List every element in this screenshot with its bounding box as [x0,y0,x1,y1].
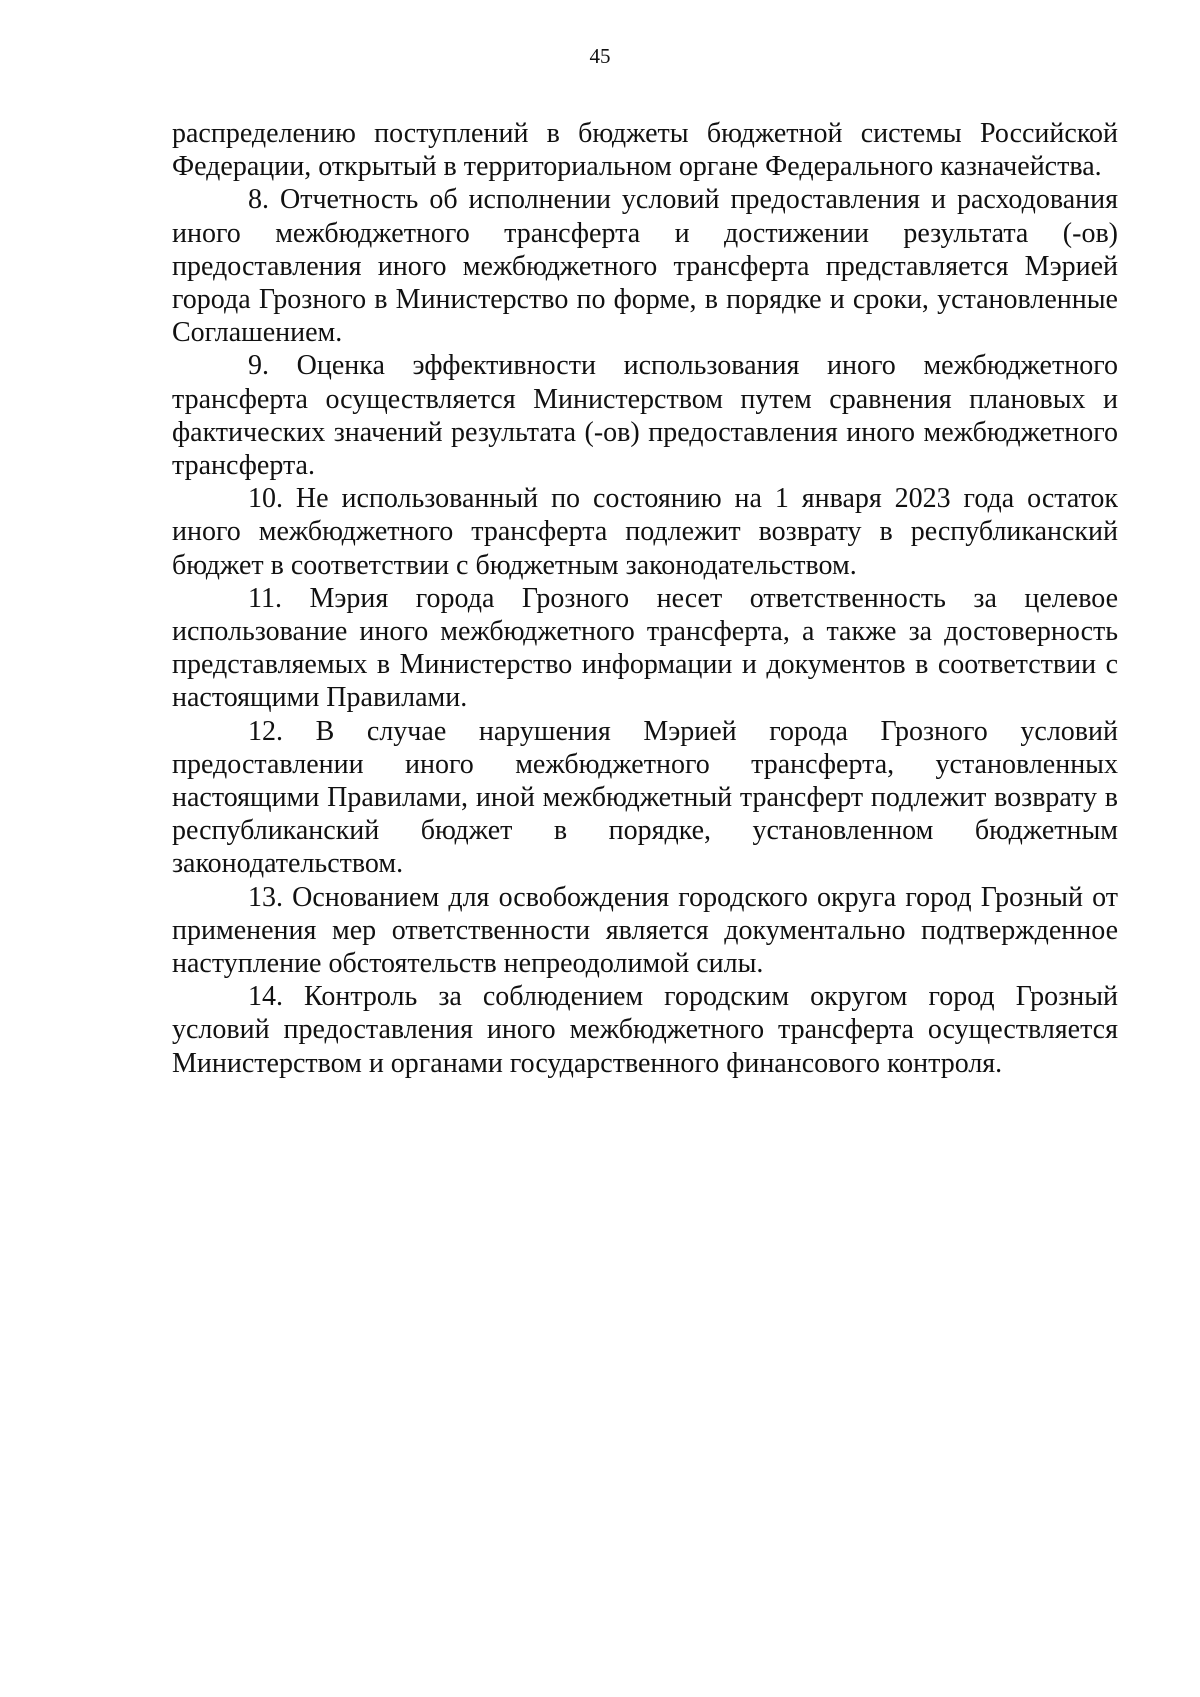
paragraph-item-9: 9. Оценка эффективности использования иного межбюджетного трансферта осуществляется Министерством путем сравнения плановых и фактических значений результата (-ов) предоставления иного межбюджетного трансферта. [172,350,1118,482]
paragraph-item-14: 14. Контроль за соблюдением городским округом город Грозный условий предоставления иного межбюджетного трансферта осуществляется Министерством и органами государственного финансового контроля. [172,981,1118,1079]
paragraph-item-12: 12. В случае нарушения Мэрией города Грозного условий предоставлении иного межбюджетного трансферта, установленных настоящими Правилами, иной межбюджетный трансферт подлежит возврату в республиканский бюджет в порядке, установленном бюджетным законодательством. [172,715,1118,880]
paragraph-item-11: 11. Мэрия города Грозного несет ответственность за целевое использование иного межбюджетного трансферта, а также за достоверность представляемых в Министерство информации и документов в соответствии с настоящими Правилами. [172,582,1118,714]
document-body [172,117,1118,1080]
paragraph-continuation: распределению поступлений в бюджеты бюджетной системы Российской Федерации, открытый в территориальном органе Федерального казначейства. [172,118,1118,183]
paragraph-item-8: 8. Отчетность об исполнении условий предоставления и расходования иного межбюджетного трансферта и достижении результата (-ов) предоставления иного межбюджетного трансферта представляется Мэрией города Грозного в Министерство по форме, в порядке и сроки, установленные Соглашением. [172,184,1118,349]
page-number: 45 [589,44,611,68]
paragraph-item-13: 13. Основанием для освобождения городского округа город Грозный от применения мер ответственности является документально подтвержденное наступление обстоятельств непреодолимой силы. [172,881,1118,980]
paragraph-item-10: 10. Не использованный по состоянию на 1 января 2023 года остаток иного межбюджетного трансферта подлежит возврату в республиканский бюджет в соответствии с бюджетным законодательством. [172,483,1118,581]
